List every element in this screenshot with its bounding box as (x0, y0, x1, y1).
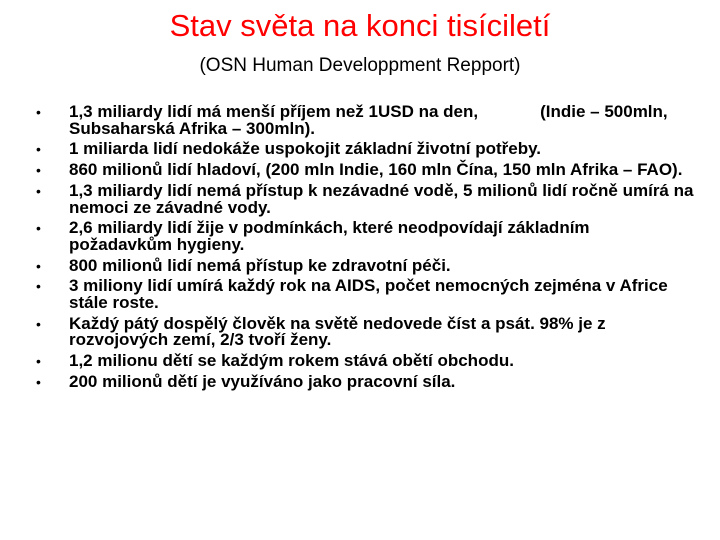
bullet-icon: • (36, 315, 41, 332)
bullet-item (36, 104, 694, 137)
bullet-item (36, 162, 694, 179)
bullet-item (36, 141, 694, 158)
bullet-text: 3 miliony lidí umírá každý rok na AIDS, počet nemocných zejména v Africe stále roste. (69, 276, 668, 313)
bullet-icon: • (36, 104, 41, 120)
slide-subtitle: (OSN Human Developpment Repport) (199, 55, 521, 76)
bullet-text: 1,2 milionu dětí se každým rokem stává obětí obchodu. (69, 351, 514, 371)
bullet-icon: • (36, 374, 41, 390)
bullet-text-part: (Indie – 500mln, Subsaharská Afrika – 300mln). (69, 102, 668, 138)
bullet-item (36, 353, 694, 370)
bullet-item (36, 374, 694, 391)
bullet-item (36, 313, 694, 350)
bullet-list (36, 104, 694, 395)
bullet-text: 800 milionů lidí nemá přístup ke zdravotní péči. (69, 255, 451, 275)
bullet-icon: • (36, 220, 41, 237)
bullet-icon: • (36, 182, 41, 199)
bullet-text-part: 1,3 miliardy lidí má menší příjem než 1USD na den, (69, 102, 479, 121)
bullet-item (36, 180, 694, 217)
bullet-icon: • (36, 162, 41, 179)
bullet-icon: • (36, 278, 41, 295)
bullet-icon: • (36, 141, 41, 158)
bullet-text: 860 milionů lidí hladoví, (200 mln Indie, 160 mln Čína, 150 mln Afrika – FAO). (69, 160, 683, 180)
bullet-icon: • (36, 257, 41, 274)
bullet-icon: • (36, 353, 41, 370)
bullet-item (36, 220, 694, 253)
bullet-item (36, 278, 694, 311)
bullet-text: 1 miliarda lidí nedokáže uspokojit základní životní potřeby. (69, 139, 541, 159)
bullet-item (36, 255, 694, 275)
bullet-text (69, 104, 694, 137)
bullet-text: 2,6 miliardy lidí žije v podmínkách, které neodpovídají základním požadavkům hygieny. (69, 218, 590, 254)
bullet-text: 200 milionů dětí je využíváno jako pracovní síla. (69, 372, 456, 391)
bullet-text: 1,3 miliardy lidí nemá přístup k nezávadné vodě, 5 milionů lidí ročně umírá na nemoci ze závadné vody. (69, 180, 694, 217)
slide-title: Stav světa na konci tisíciletí (169, 8, 551, 43)
bullet-text: Každý pátý dospělý člověk na světě nedovede číst a psát. 98% je z rozvojových zemí, 2/3 tvoří ženy. (69, 313, 606, 350)
